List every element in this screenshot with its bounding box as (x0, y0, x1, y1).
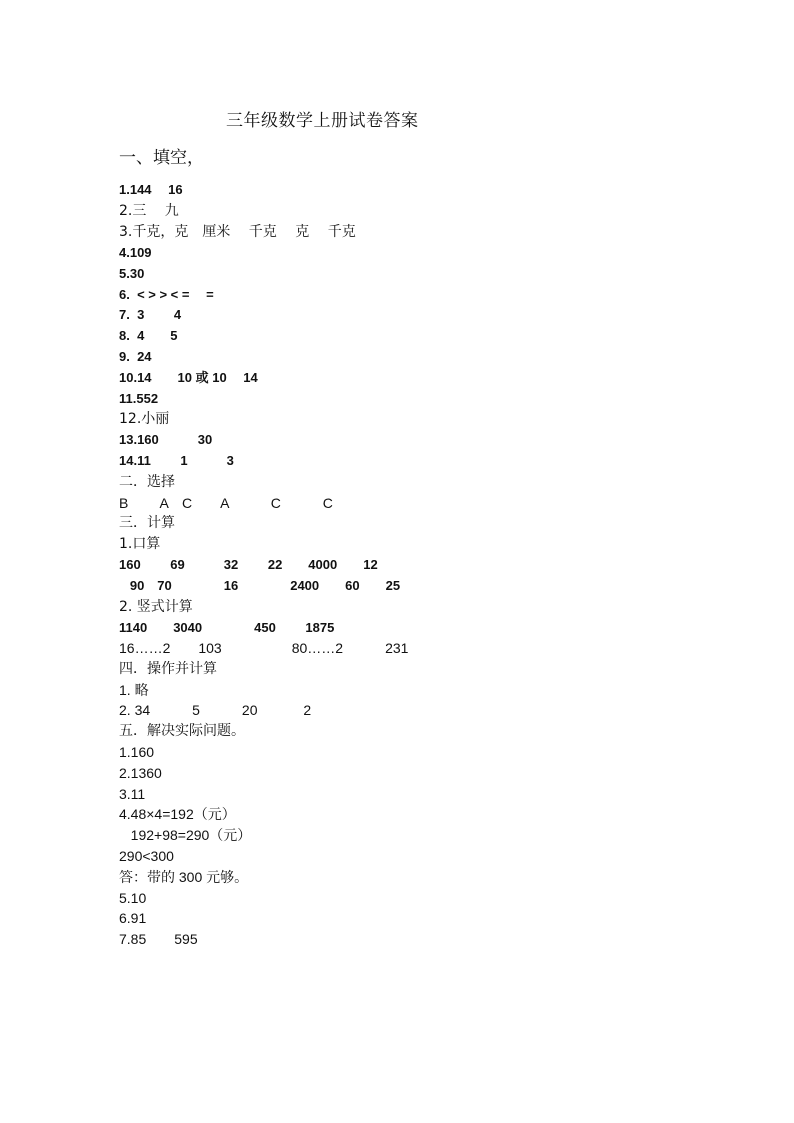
fill-item-5: 5.30 (119, 266, 145, 281)
section1-heading: 一、填空， (119, 148, 204, 168)
problem-answer-7: 7.85 595 (119, 931, 198, 947)
fill-item-3: 3.千克，克 厘米 千克 克 千克 (119, 224, 356, 240)
problem-answer-3: 3.11 (119, 786, 146, 802)
fill-item-10: 10.14 10 或 10 14 (119, 370, 258, 385)
operate-item-2: 2. 34 5 20 2 (119, 702, 312, 718)
fill-item-11: 11.552 (119, 391, 159, 406)
section5-heading: 五．解决实际问题。 (119, 723, 245, 739)
fill-item-13: 13.160 30 (119, 432, 213, 447)
problem-answer-4-line-3: 290<300 (119, 848, 174, 864)
vertical-calc-heading: 2. 竖式计算 (119, 599, 193, 615)
vertical-calc-row-2: 16……2 103 80……2 231 (119, 640, 409, 656)
problem-answer-4-line-2: 192+98=290（元） (119, 827, 252, 843)
fill-item-8: 8. 4 5 (119, 328, 178, 343)
fill-item-7: 7. 3 4 (119, 307, 182, 322)
problem-answer-1: 1.160 (119, 744, 155, 760)
fill-item-4: 4.109 (119, 245, 152, 260)
oral-calc-row-2: 90 70 16 2400 60 25 (119, 578, 401, 593)
oral-calc-row-1: 160 69 32 22 4000 12 (119, 557, 378, 572)
problem-answer-5: 5.10 (119, 890, 147, 906)
problem-answer-6: 6.91 (119, 910, 147, 926)
problem-answer-2: 2.1360 (119, 765, 162, 781)
fill-item-9: 9. 24 (119, 349, 152, 364)
section4-heading: 四．操作并计算 (119, 661, 217, 677)
oral-calc-heading: 1.口算 (119, 536, 161, 552)
section2-heading: 二．选择 (119, 474, 175, 490)
problem-answer-4-line-1: 4.48×4=192（元） (119, 806, 236, 822)
fill-item-2: 2.三 九 (119, 203, 179, 219)
fill-item-12: 12.小丽 (119, 411, 170, 427)
fill-item-1: 1.144 16 (119, 182, 183, 197)
page-title: 三年级数学上册试卷答案 (226, 111, 419, 131)
vertical-calc-row-1: 1140 3040 450 1875 (119, 620, 335, 635)
section3-heading: 三．计算 (119, 515, 175, 531)
fill-item-6: 6. < > > < = = (119, 287, 214, 302)
operate-item-1: 1. 略 (119, 682, 149, 698)
fill-item-14: 14.11 1 3 (119, 453, 234, 468)
choice-answers: B A C A C C (119, 495, 333, 511)
problem-answer-4-conclusion: 答：带的 300 元够。 (119, 869, 249, 885)
